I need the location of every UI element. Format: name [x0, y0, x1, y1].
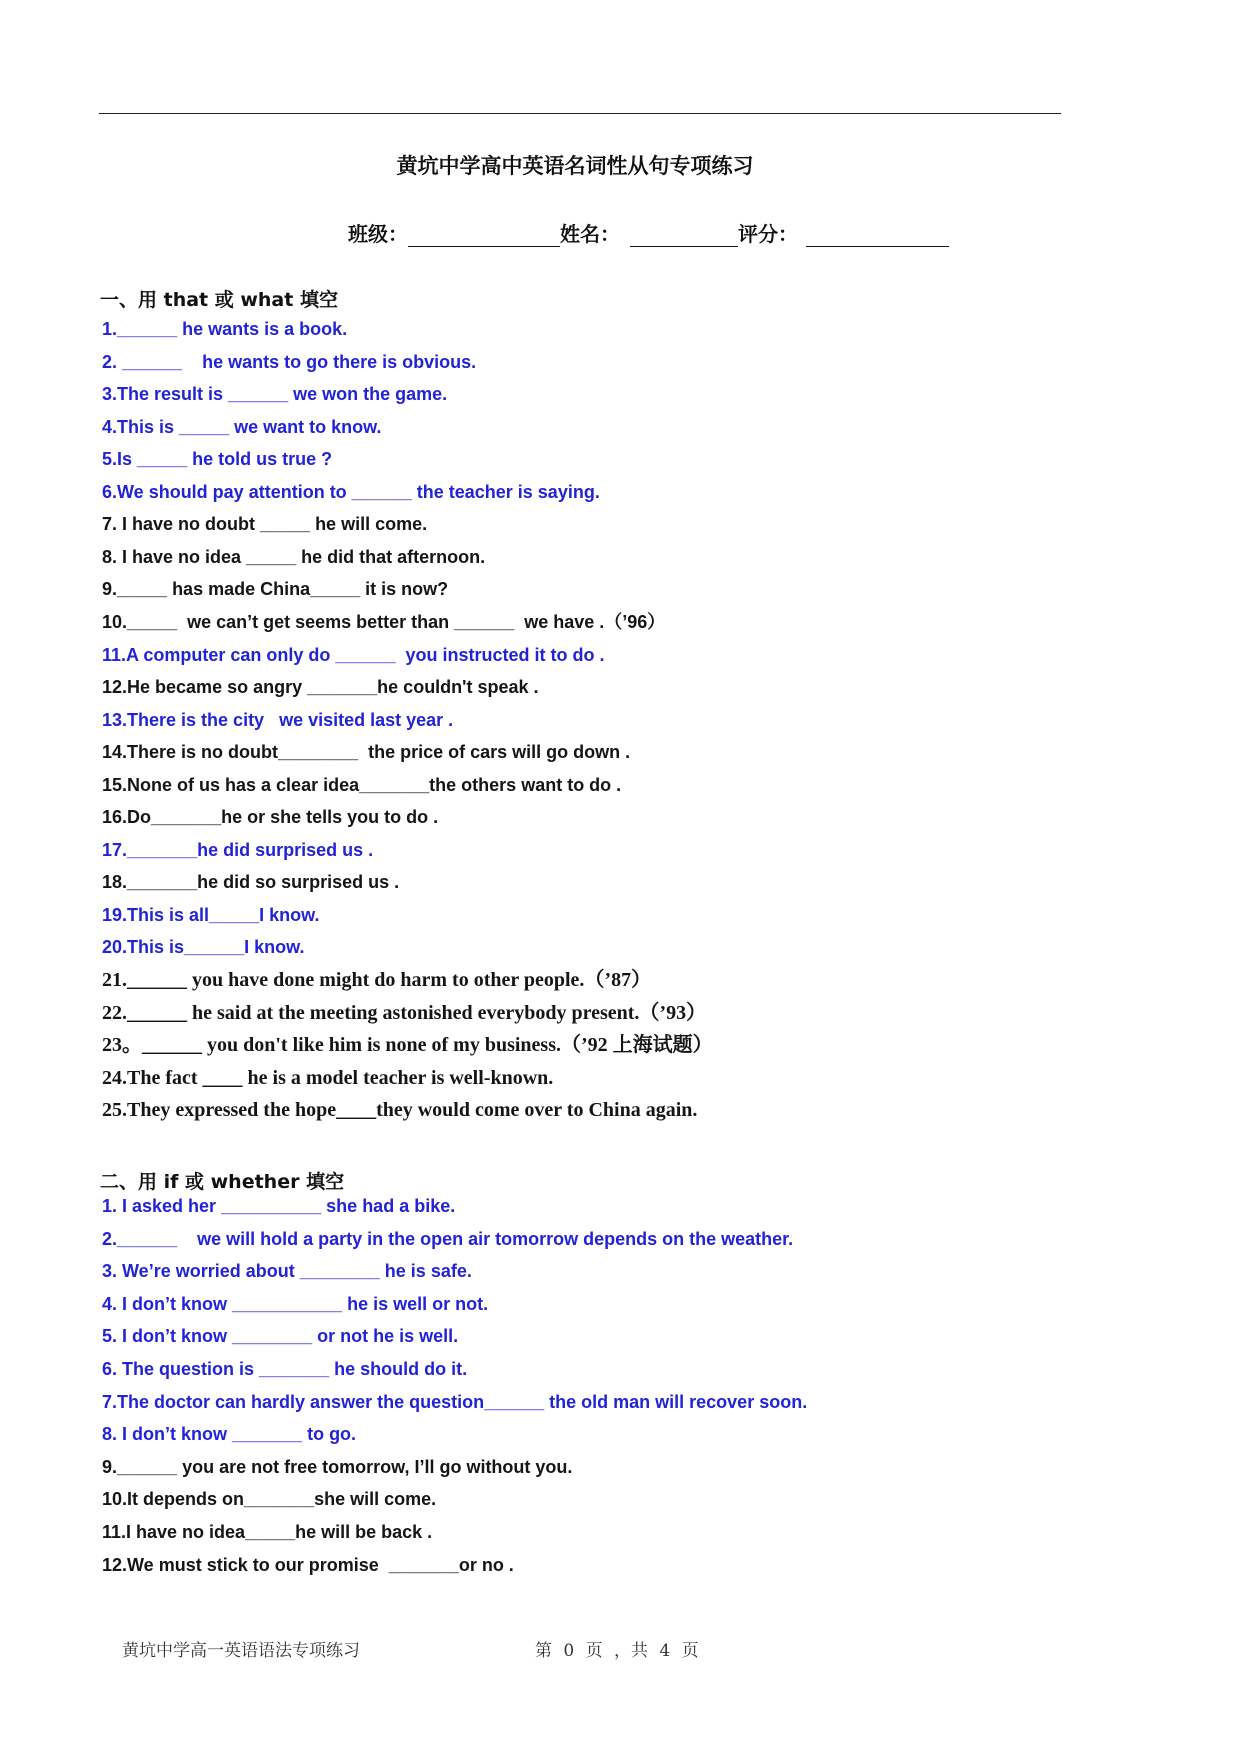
class-blank[interactable]	[408, 224, 560, 247]
question-item: 3. We’re worried about ________ he is safe.	[102, 1261, 472, 1282]
question-item: 2.______ we will hold a party in the open air tomorrow depends on the weather.	[102, 1228, 794, 1249]
question-item: 22.______ he said at the meeting astonished everybody present.（’93）	[102, 1001, 707, 1024]
question-item: 3.The result is ______ we won the game.	[102, 384, 448, 405]
score-label: 评分：	[738, 222, 798, 246]
question-item: 4.This is _____ we want to know.	[102, 416, 382, 437]
student-info-line	[348, 218, 949, 247]
header-rule	[99, 113, 1061, 114]
question-item: 15.None of us has a clear idea_______the others want to do .	[102, 774, 622, 795]
question-item: 2. ______ he wants to go there is obvious.	[102, 351, 477, 372]
question-item: 12.We must stick to our promise _______or no .	[102, 1554, 514, 1575]
question-item: 21.______ you have done might do harm to other people.（’87）	[102, 969, 652, 991]
question-item: 11.A computer can only do ______ you instructed it to do .	[102, 644, 605, 665]
question-item: 1. I asked her __________ she had a bike.	[102, 1196, 456, 1216]
class-label: 班级：	[348, 222, 408, 246]
question-item: 8. I have no idea _____ he did that afternoon.	[102, 546, 486, 567]
question-item: 9.______ you are not free tomorrow, I’ll go without you.	[102, 1456, 573, 1477]
question-item: 24.The fact ____ he is a model teacher is well-known.	[102, 1066, 554, 1089]
question-item: 17._______he did surprised us .	[102, 839, 374, 860]
question-item: 7. I have no doubt _____ he will come.	[102, 514, 428, 535]
question-item: 10._____ we can’t get seems better than ______ we have .（’96）	[102, 611, 666, 632]
question-item: 20.This is______I know.	[102, 937, 305, 958]
question-item: 7.The doctor can hardly answer the question______ the old man will recover soon.	[102, 1391, 808, 1412]
question-item: 8. I don’t know _______ to go.	[102, 1424, 357, 1445]
question-item: 6.We should pay attention to ______ the teacher is saying.	[102, 481, 600, 502]
question-item: 5.Is _____ he told us true ?	[102, 449, 333, 470]
question-item: 18._______he did so surprised us .	[102, 872, 400, 893]
question-item: 6. The question is _______ he should do it.	[102, 1359, 468, 1379]
page-title: 黄坑中学高中英语名词性从句专项练习	[396, 154, 754, 178]
question-item: 12.He became so angry _______he couldn't speak .	[102, 677, 539, 698]
question-item: 1.______ he wants is a book.	[102, 319, 348, 339]
question-item: 19.This is all_____I know.	[102, 904, 320, 925]
name-blank[interactable]	[630, 224, 738, 247]
question-item: 16.Do_______he or she tells you to do .	[102, 807, 439, 828]
question-item: 5. I don’t know ________ or not he is well.	[102, 1326, 459, 1347]
question-item: 14.There is no doubt________ the price of cars will go down .	[102, 742, 631, 763]
section2-heading: 二、用 if 或 whether 填空	[100, 1171, 345, 1193]
section1-heading: 一、用 that 或 what 填空	[100, 289, 338, 311]
footer-left: 黄坑中学高一英语语法专项练习	[122, 1641, 360, 1661]
question-item: 11.I have no idea_____he will be back .	[102, 1522, 433, 1542]
name-label: 姓名：	[560, 222, 620, 246]
score-blank[interactable]	[806, 224, 949, 247]
question-item: 23。______ you don't like him is none of my business.（’92 上海试题）	[102, 1034, 713, 1057]
question-item: 10.It depends on_______she will come.	[102, 1489, 437, 1510]
question-item: 25.They expressed the hope____they would come over to China again.	[102, 1099, 698, 1122]
footer-page-number: 第 0 页 ，共 4 页	[535, 1641, 699, 1661]
question-item: 9._____ has made China_____ it is now?	[102, 579, 449, 600]
question-item: 4. I don’t know ___________ he is well or not.	[102, 1293, 489, 1314]
question-item: 13.There is the city we visited last year .	[102, 709, 454, 730]
